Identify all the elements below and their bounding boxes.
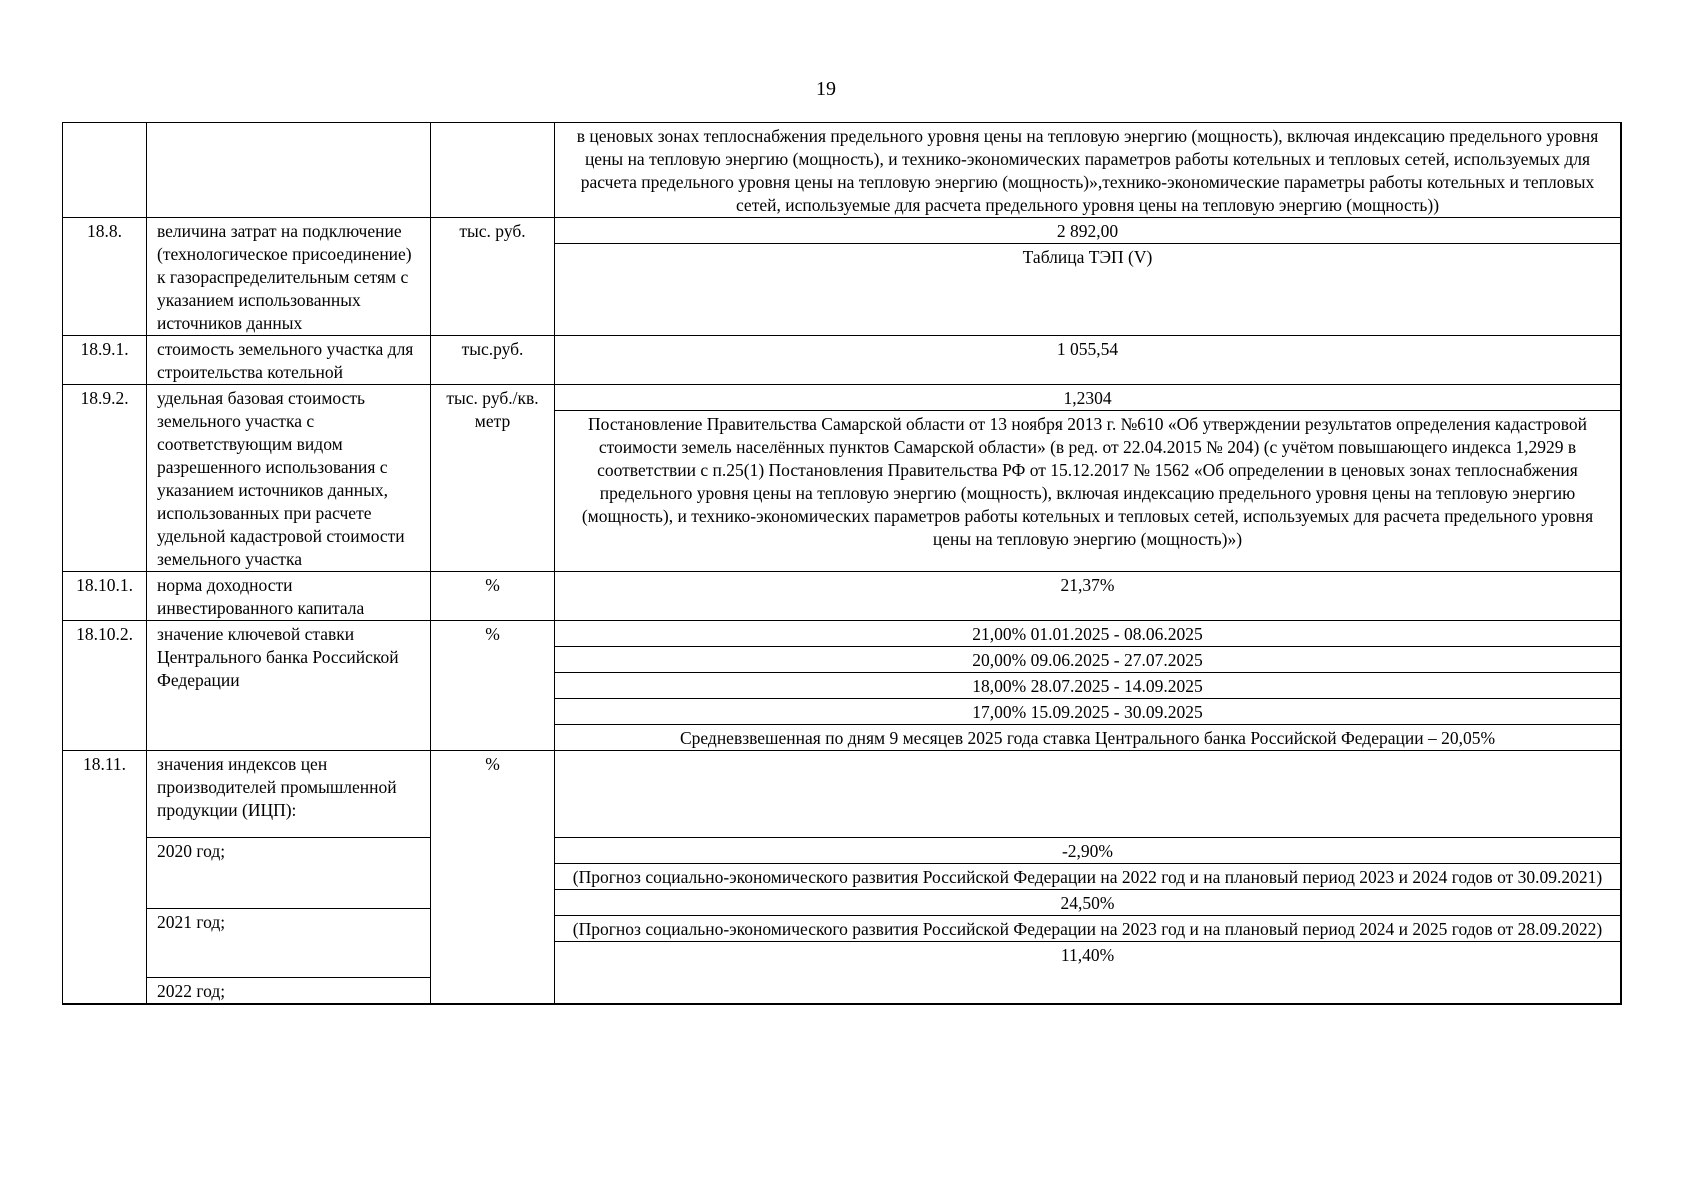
source-text: (Прогноз социально-экономического развития Российской Федерации на 2022 год и на плановый период 2023 и 2024 годов от 30.09.2021)	[555, 864, 1620, 890]
row-number: 18.10.2.	[62, 621, 146, 750]
value-cell	[554, 572, 1622, 620]
ipc-parameter-column	[146, 751, 430, 1003]
value-cell	[554, 336, 1622, 384]
unit: %	[430, 621, 554, 750]
weighted-rate: Средневзвешенная по дням 9 месяцев 2025 года ставка Центрального банка Российской Федерации – 20,05%	[679, 728, 1496, 748]
value-text: 21,37%	[1060, 575, 1115, 595]
rate-period: 18,00% 28.07.2025 - 14.09.2025	[555, 673, 1620, 699]
value-cell	[554, 218, 1622, 335]
value-text: 1,2304	[555, 385, 1620, 411]
table-row	[62, 335, 1622, 384]
parameter-name: норма доходности инвестированного капитала	[146, 572, 430, 620]
row-number: 18.9.1.	[62, 336, 146, 384]
row-number: 18.9.2.	[62, 385, 146, 571]
value-text: в ценовых зонах теплоснабжения предельного уровня цены на тепловую энергию (мощность), включая индексацию предельного уровня цены на тепловую энергию (мощность), и технико-экономических параметров работы котельных и тепловых сетей, используемых для расчета предельного уровня цены на тепловую энергию (мощность)»,технико-экономические параметры работы котельных и тепловых сетей, используемые для расчета предельного уровня цены на тепловую энергию (мощность))	[576, 126, 1599, 215]
value-text: 2 892,00	[555, 218, 1620, 244]
parameter-name: величина затрат на подключение (технологическое присоединение) к газораспределительным сетям с указанием использованных источников данных	[146, 218, 430, 335]
row-number	[62, 123, 146, 217]
row-number: 18.8.	[62, 218, 146, 335]
table-row	[62, 384, 1622, 571]
row-number: 18.10.1.	[62, 572, 146, 620]
parameter-name: значение ключевой ставки Центрального банка Российской Федерации	[146, 621, 430, 750]
source-text: Постановление Правительства Самарской области от 13 ноября 2013 г. №610 «Об утверждении результатов определения кадастровой стоимости земель населённых пунктов Самарской области» (в ред. от 22.04.2015 № 204) (с учётом повышающего индекса 1,2929 в соответствии с п.25(1) Постановления Правительства РФ от 15.12.2017 № 1562 «Об определении в ценовых зонах теплоснабжения предельного уровня цены на тепловую энергию (мощность), включая индексацию предельного уровня цены на тепловую энергию (мощность), и технико-экономических параметров работы котельных и тепловых сетей, используемых для расчета предельного уровня цены на тепловую энергию (мощность)»)	[581, 414, 1594, 549]
table-row-continuation	[62, 122, 1622, 217]
value-cell	[554, 621, 1622, 750]
value-cell	[554, 123, 1622, 217]
table-row-ipc	[62, 750, 1622, 1005]
parameter-name: значения индексов цен производителей промышленной продукции (ИЦП):	[157, 754, 397, 820]
unit: тыс.руб.	[430, 336, 554, 384]
empty-cell	[555, 751, 1620, 838]
parameter-name	[146, 123, 430, 217]
year-label: 2020 год;	[147, 837, 430, 908]
value-cell	[554, 751, 1622, 1003]
value-text: 24,50%	[555, 890, 1620, 916]
unit: %	[430, 572, 554, 620]
value-text: 1 055,54	[1056, 339, 1119, 359]
rate-period: 20,00% 09.06.2025 - 27.07.2025	[555, 647, 1620, 673]
year-label: 2021 год;	[147, 908, 430, 977]
unit: тыс. руб./кв. метр	[430, 385, 554, 571]
table-row	[62, 217, 1622, 335]
value-cell	[554, 385, 1622, 571]
page-number: 19	[816, 78, 836, 100]
parameter-name: стоимость земельного участка для строительства котельной	[146, 336, 430, 384]
year-label: 2022 год;	[147, 977, 430, 1003]
parameter-name: удельная базовая стоимость земельного участка с соответствующим видом разрешенного использования с указанием источников данных, использованных при расчете удельной кадастровой стоимости земельного участка	[146, 385, 430, 571]
parameters-table	[62, 122, 1622, 1005]
unit: %	[430, 751, 554, 1003]
value-text: -2,90%	[555, 838, 1620, 864]
table-row	[62, 620, 1622, 750]
value-text: 11,40%	[1060, 945, 1115, 965]
unit: тыс. руб.	[430, 218, 554, 335]
rate-period: 21,00% 01.01.2025 - 08.06.2025	[555, 621, 1620, 647]
unit	[430, 123, 554, 217]
table-row	[62, 571, 1622, 620]
source-text: Таблица ТЭП (V)	[1022, 247, 1153, 267]
source-text: (Прогноз социально-экономического развития Российской Федерации на 2023 год и на плановый период 2024 и 2025 годов от 28.09.2022)	[555, 916, 1620, 942]
rate-period: 17,00% 15.09.2025 - 30.09.2025	[555, 699, 1620, 725]
row-number: 18.11.	[62, 751, 146, 1003]
